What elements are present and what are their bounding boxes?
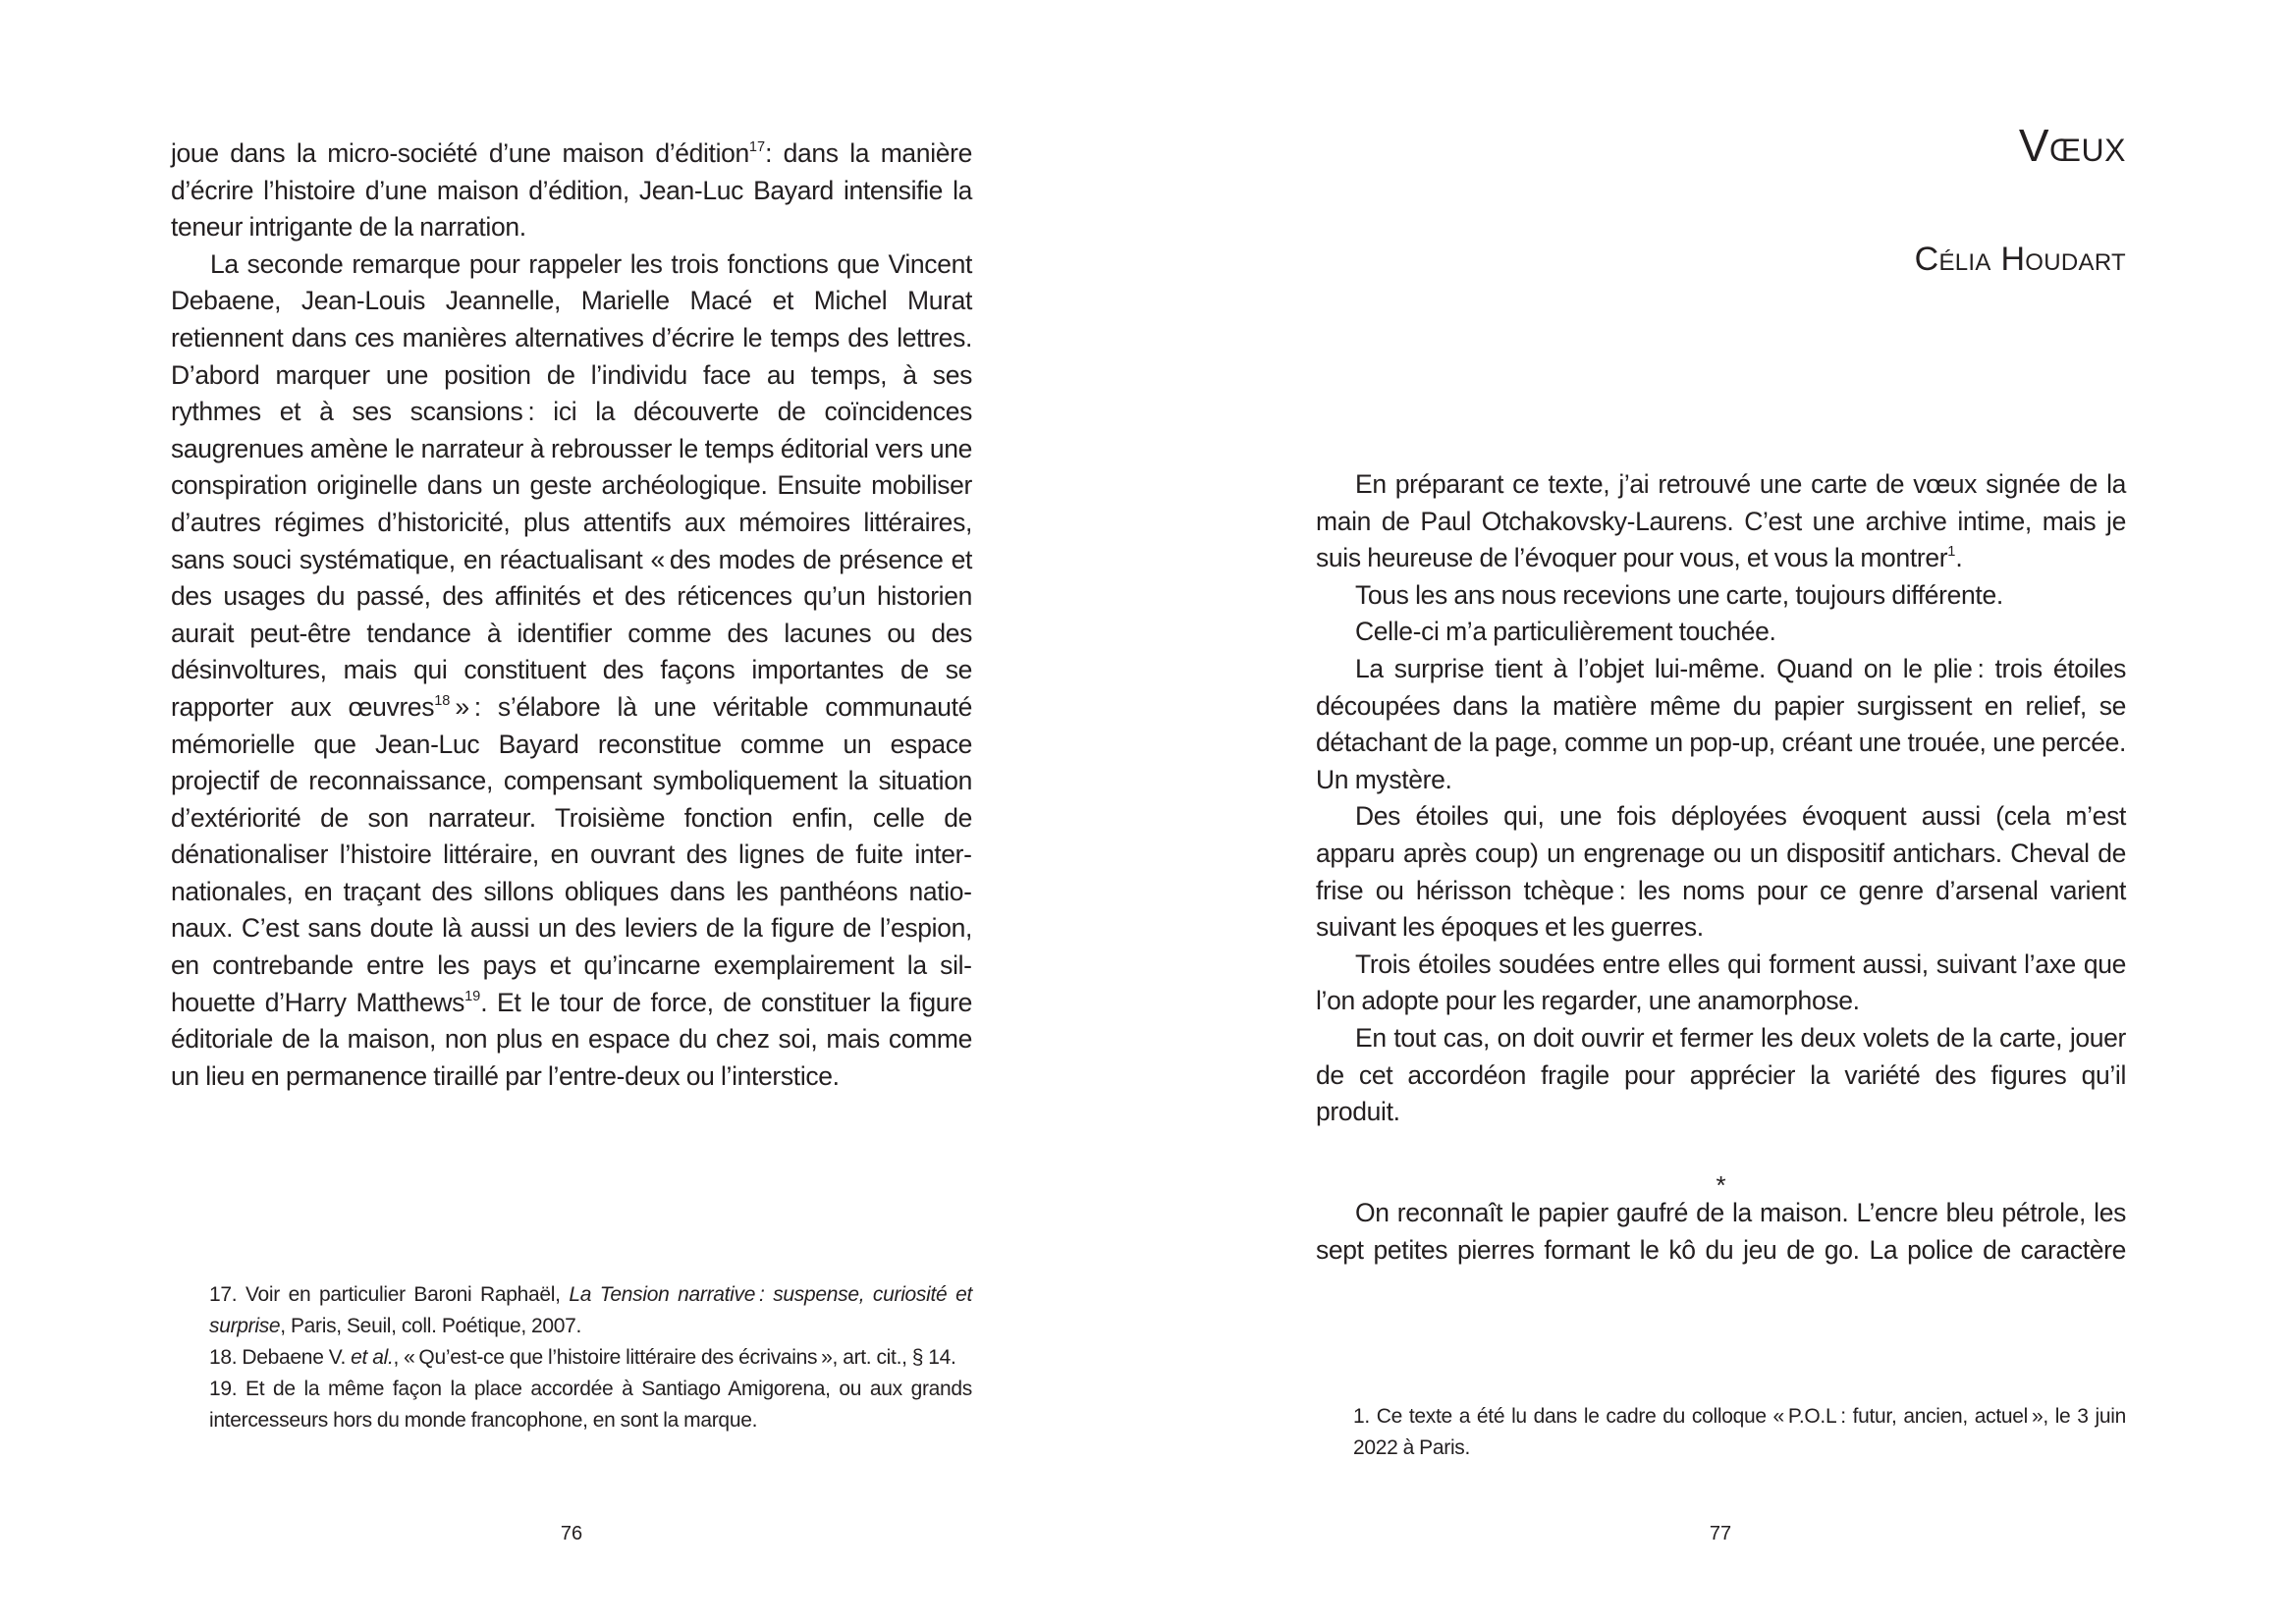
text-run: La surprise tient à l’objet lui-même. Quand on le plie : trois étoiles découpées dans la matière même du papier surgissent en relief, se détachant de la page, comme un pop-up, créant une trouée, une percée. Un mystère. <box>1316 653 2126 794</box>
footnote <box>1353 1401 2126 1464</box>
text-run: . Et le tour de force, de constituer la figure éditoriale de la maison, non plus en espace du chez soi, mais comme un lieu en permanence tiraillé par l’entre-deux ou l’interstice. <box>171 987 972 1091</box>
text-run: joue dans la micro-société d’une maison d’édition <box>171 138 749 168</box>
page-number-right: 77 <box>1709 1523 1732 1544</box>
text-run: : dans la manière d’écrire l’histoire d’une maison d’édition, Jean-Luc Bayard intensifie la teneur intrigante de la narration. <box>171 138 972 243</box>
text-run: . <box>1955 543 1963 573</box>
text-run: Trois étoiles soudées entre elles qui forment aussi, suivant l’axe que l’on adopte pour les regarder, une anamorphose. <box>1316 948 2126 1016</box>
paragraph <box>1316 1020 2126 1131</box>
footnote-reference: 17 <box>748 139 766 156</box>
left-page-body <box>171 135 972 1095</box>
paragraph <box>1316 1195 2126 1269</box>
footnote-reference: 18 <box>434 692 451 709</box>
text-run: La seconde remarque pour rappeler les trois fonctions que Vincent Debaene, Jean-Louis Jeannelle, Marielle Macé et Michel Murat retiennent dans ces manières alternatives d’écrire le temps des lettres. D’abord marquer une position de l’individu face au temps, à ses rythmes et à ses scansions : ici la découverte de coïncidences saugrenues amène le narrateur à rebrousser le temps éditorial vers une conspiration originelle dans un geste archéologique. Ensuite mobiliser d’autres régimes d’historicité, plus attentifs aux mémoires littéraires, sans souci systématique, en réactualisant « des modes de présence et des usages du passé, des affinités et des réticences qu’un historien aurait peut-être tendance à identifier comme des lacunes ou des désinvoltures, mais qui constituent des façons importantes de se rapporter aux œuvres <box>171 248 972 722</box>
chapter-author: Célia Houdart <box>1914 241 2126 278</box>
footnote-reference: 1 <box>1947 544 1956 561</box>
text-run: 18. Debaene V. <box>209 1346 352 1369</box>
italic-text: La Tension narrative : suspense, curiosité et surprise <box>209 1283 972 1337</box>
section-break-asterisk: * <box>1716 1170 1726 1200</box>
footnote <box>209 1374 972 1436</box>
paragraph <box>1316 798 2126 946</box>
chapter-title: Vœux <box>2018 120 2126 171</box>
page-number-left: 76 <box>560 1523 583 1544</box>
text-run: 19. Et de la même façon la place accordée à Santiago Amigorena, ou aux grands intercesseurs hors du monde francophone, en sont la marque. <box>209 1378 972 1432</box>
text-run: Celle-ci m’a particulièrement touchée. <box>1355 617 1776 647</box>
text-run: On reconnaît le papier gaufré de la maison. L’encre bleu pétrole, les sept petites pierres formant le kô du jeu de go. La police de caractère <box>1316 1198 2126 1265</box>
right-page-footnotes <box>1353 1401 2126 1464</box>
text-run: Des étoiles qui, une fois déployées évoquent aussi (cela m’est apparu après coup) un engrenage ou un dispositif antichars. Cheval de frise ou hérisson tchèque : les noms pour ce genre d’arsenal varient suivant les époques et les guerres. <box>1316 801 2126 943</box>
left-page <box>0 0 1144 1624</box>
text-run: Tous les ans nous recevions une carte, toujours différente. <box>1355 579 2003 610</box>
footnote-reference: 19 <box>464 988 481 1004</box>
text-run: , Paris, Seuil, coll. Poétique, 2007. <box>280 1315 582 1337</box>
paragraph <box>1316 577 2126 615</box>
paragraph <box>171 246 972 1096</box>
text-run: En préparant ce texte, j’ai retrouvé une carte de vœux signée de la main de Paul Otchakovsky-Laurens. C’est une archive intime, mais je suis heureuse de l’évoquer pour vous, et vous la montrer <box>1316 469 2126 573</box>
footnote <box>209 1342 972 1374</box>
paragraph <box>1316 614 2126 651</box>
italic-text: et al. <box>351 1346 394 1369</box>
text-run: 17. Voir en particulier Baroni Raphaël, <box>209 1283 570 1306</box>
text-run: 1. Ce texte a été lu dans le cadre du colloque « P.O.L : futur, ancien, actuel », le 3 juin 2022 à Paris. <box>1353 1405 2126 1459</box>
right-page <box>1144 0 2289 1624</box>
text-run: En tout cas, on doit ouvrir et fermer les deux volets de la carte, jouer de cet accordéon fragile pour apprécier la variété des figures qu’il produit. <box>1316 1022 2126 1127</box>
left-page-footnotes <box>209 1279 972 1436</box>
footnote <box>209 1279 972 1342</box>
paragraph <box>1316 651 2126 798</box>
right-page-body-continued <box>1316 1195 2126 1269</box>
right-page-body <box>1316 466 2126 1131</box>
text-run: , « Qu’est-ce que l’histoire littéraire des écrivains », art. cit., § 14. <box>393 1346 956 1369</box>
paragraph <box>1316 466 2126 577</box>
paragraph <box>171 135 972 246</box>
paragraph <box>1316 947 2126 1020</box>
text-run: » : s’élabore là une véritable communauté mémorielle que Jean-Luc Bayard reconstitue comme un espace projectif de reconnaissance, compensant symboliquement la situation d’extériorité de son narrateur. Troisième fonction enfin, celle de dénationaliser l’histoire littéraire, en ouvrant des lignes de fuite internationales, en traçant des sillons obliques dans les panthéons nationaux. C’est sans doute là aussi un des leviers de la figure de l’espion, en contrebande entre les pays et qu’incarne exemplairement la silhouette d’Harry Matthews <box>171 691 972 1017</box>
